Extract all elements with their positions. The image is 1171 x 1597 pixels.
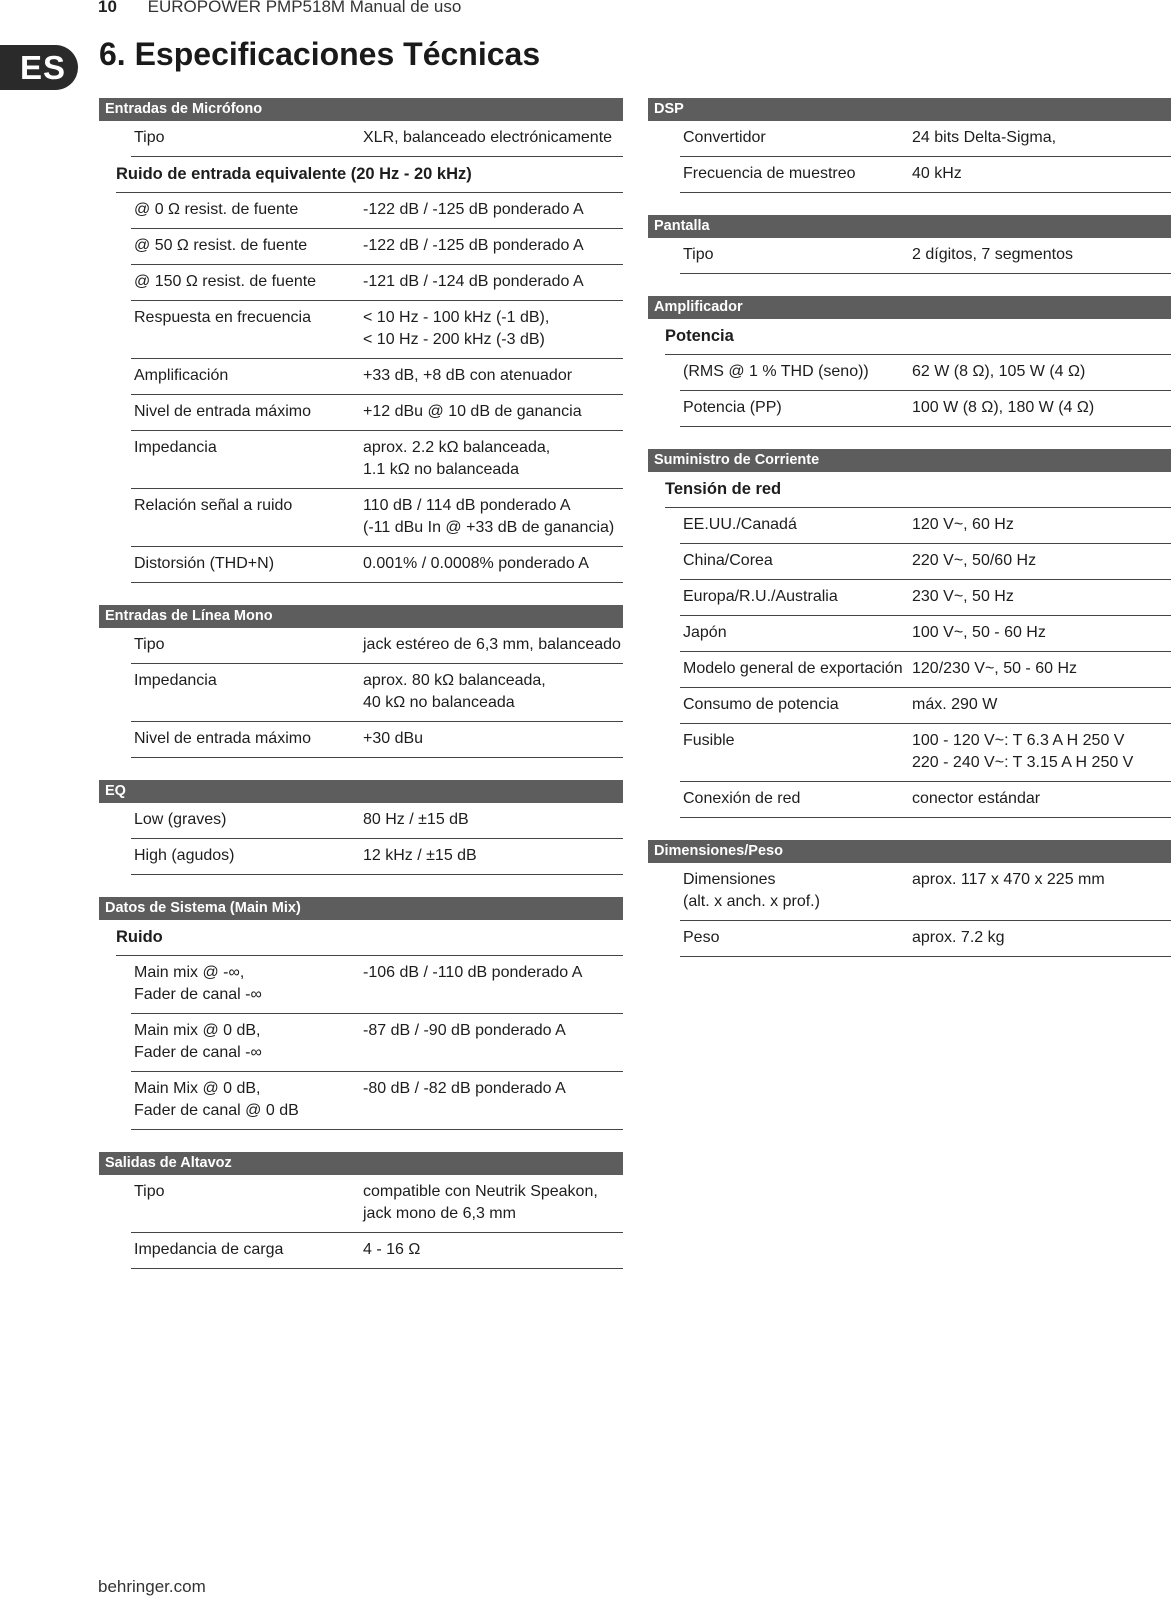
spec-label — [134, 845, 363, 867]
spec-label-line: Europa/R.U./Australia — [683, 588, 838, 605]
spec-value — [912, 550, 1171, 572]
spec-label-line: Dimensiones — [683, 871, 776, 888]
spec-label-line: (RMS @ 1 % THD (seno)) — [683, 363, 869, 380]
spec-value-line: -122 dB / -125 dB ponderado A — [363, 201, 584, 218]
spec-value-line: < 10 Hz - 200 kHz (-3 dB) — [363, 331, 545, 348]
spec-label-line: @ 50 Ω resist. de fuente — [134, 237, 308, 254]
spec-label-line: Fader de canal @ 0 dB — [134, 1102, 299, 1119]
spec-row — [680, 391, 1171, 427]
spec-label — [134, 728, 363, 750]
spec-label-line: @ 0 Ω resist. de fuente — [134, 201, 299, 218]
spec-row — [131, 431, 623, 489]
page-header — [98, 0, 461, 17]
spec-value-line: -87 dB / -90 dB ponderado A — [363, 1022, 566, 1039]
spec-label — [683, 244, 912, 266]
manual-title: EUROPOWER PMP518M Manual de uso — [147, 0, 462, 16]
spec-label-line: Potencia (PP) — [683, 399, 782, 416]
spec-label — [134, 1239, 363, 1261]
spec-label-line: Peso — [683, 929, 720, 946]
spec-value — [912, 730, 1171, 774]
spec-label-line: Tipo — [134, 1183, 165, 1200]
spec-value-line: 1.1 kΩ no balanceada — [363, 461, 520, 478]
section-heading: Pantalla — [648, 215, 1171, 238]
spec-value — [363, 962, 623, 1006]
section-heading: Entradas de Línea Mono — [99, 605, 623, 628]
spec-label-line: @ 150 Ω resist. de fuente — [134, 273, 317, 290]
spec-row — [680, 616, 1171, 652]
spec-label — [134, 634, 363, 656]
spec-row — [680, 580, 1171, 616]
spec-label — [134, 553, 363, 575]
spec-section-datos-de-sistema-main-mix — [99, 897, 623, 1130]
spec-label — [683, 586, 912, 608]
spec-value-line: aprox. 2.2 kΩ balanceada, — [363, 439, 551, 456]
spec-subheading: Potencia — [665, 319, 1171, 355]
spec-label-line: (alt. x anch. x prof.) — [683, 893, 820, 910]
spec-section-amplificador — [648, 296, 1171, 427]
spec-label — [134, 437, 363, 481]
spec-row — [131, 628, 623, 664]
spec-row — [131, 265, 623, 301]
spec-label — [134, 670, 363, 714]
section-heading: Suministro de Corriente — [648, 449, 1171, 472]
spec-value — [363, 728, 623, 750]
spec-value — [912, 514, 1171, 536]
spec-row — [131, 1072, 623, 1130]
spec-value-line: -80 dB / -82 dB ponderado A — [363, 1080, 566, 1097]
spec-section-entradas-de-microfono — [99, 98, 623, 583]
spec-value-line: jack estéreo de 6,3 mm, balanceado — [363, 636, 621, 653]
spec-value-line: 4 - 16 Ω — [363, 1241, 421, 1258]
spec-value-line: -106 dB / -110 dB ponderado A — [363, 964, 583, 981]
spec-value — [363, 235, 623, 257]
spec-row — [680, 238, 1171, 274]
spec-label — [134, 235, 363, 257]
spec-section-dimensiones-peso — [648, 840, 1171, 957]
spec-row — [680, 508, 1171, 544]
spec-label — [134, 495, 363, 539]
spec-value — [912, 694, 1171, 716]
spec-value-line: 24 bits Delta-Sigma, — [912, 129, 1057, 146]
page-title: 6. Especificaciones Técnicas — [99, 36, 541, 72]
spec-value-line: aprox. 7.2 kg — [912, 929, 1005, 946]
spec-label-line: Distorsión (THD+N) — [134, 555, 275, 572]
spec-label-line: Tipo — [683, 246, 714, 263]
spec-value — [363, 1239, 623, 1261]
spec-label-line: Japón — [683, 624, 727, 641]
spec-label-line: Main mix @ -∞, — [134, 964, 245, 981]
spec-row — [131, 301, 623, 359]
spec-value-line: 230 V~, 50 Hz — [912, 588, 1014, 605]
spec-value-line: 80 Hz / ±15 dB — [363, 811, 469, 828]
spec-value — [363, 401, 623, 423]
spec-label — [683, 730, 912, 774]
spec-value-line: conector estándar — [912, 790, 1041, 807]
section-heading: Amplificador — [648, 296, 1171, 319]
spec-label-line: Tipo — [134, 636, 165, 653]
spec-subheading: Ruido de entrada equivalente (20 Hz - 20 kHz) — [116, 157, 623, 193]
spec-label — [134, 809, 363, 831]
spec-value — [912, 622, 1171, 644]
section-heading: EQ — [99, 780, 623, 803]
spec-value — [363, 634, 623, 656]
spec-label-line: Nivel de entrada máximo — [134, 403, 311, 420]
spec-row — [680, 121, 1171, 157]
spec-row — [131, 193, 623, 229]
spec-label — [683, 550, 912, 572]
spec-value — [912, 361, 1171, 383]
spec-value — [912, 244, 1171, 266]
spec-label — [683, 514, 912, 536]
spec-row — [680, 782, 1171, 818]
spec-value — [363, 553, 623, 575]
spec-label — [134, 962, 363, 1006]
spec-value — [363, 199, 623, 221]
spec-label — [134, 199, 363, 221]
spec-row — [131, 547, 623, 583]
spec-label — [683, 622, 912, 644]
spec-label — [134, 365, 363, 387]
spec-value-line: 2 dígitos, 7 segmentos — [912, 246, 1073, 263]
spec-label-line: Tipo — [134, 129, 165, 146]
spec-label-line: Impedancia — [134, 672, 217, 689]
spec-section-salidas-de-altavoz — [99, 1152, 623, 1269]
spec-label-line: EE.UU./Canadá — [683, 516, 797, 533]
section-heading: Salidas de Altavoz — [99, 1152, 623, 1175]
spec-label-line: Conexión de red — [683, 790, 801, 807]
spec-value — [363, 127, 623, 149]
spec-label-line: Low (graves) — [134, 811, 227, 828]
spec-label — [134, 127, 363, 149]
spec-value-line: 100 - 120 V~: T 6.3 A H 250 V — [912, 732, 1125, 749]
spec-value — [363, 1181, 623, 1225]
spec-value — [363, 1078, 623, 1122]
spec-label-line: Fader de canal -∞ — [134, 986, 262, 1003]
spec-section-entradas-de-linea-mono — [99, 605, 623, 758]
spec-value-line: compatible con Neutrik Speakon, — [363, 1183, 598, 1200]
spec-row — [131, 839, 623, 875]
spec-label-line: Relación señal a ruido — [134, 497, 293, 514]
spec-value-line: +33 dB, +8 dB con atenuador — [363, 367, 573, 384]
spec-label — [683, 163, 912, 185]
spec-value — [363, 271, 623, 293]
spec-label — [134, 307, 363, 351]
spec-row — [131, 803, 623, 839]
spec-section-pantalla — [648, 215, 1171, 274]
spec-row — [131, 359, 623, 395]
spec-row — [131, 1014, 623, 1072]
spec-value-line: 62 W (8 Ω), 105 W (4 Ω) — [912, 363, 1086, 380]
spec-row — [680, 921, 1171, 957]
spec-value — [363, 1020, 623, 1064]
spec-label-line: Convertidor — [683, 129, 766, 146]
spec-value — [363, 495, 623, 539]
spec-value — [912, 658, 1171, 680]
spec-row — [131, 1233, 623, 1269]
spec-row — [680, 688, 1171, 724]
spec-section-suministro-de-corriente — [648, 449, 1171, 818]
spec-value-line: 100 V~, 50 - 60 Hz — [912, 624, 1046, 641]
spec-value — [363, 437, 623, 481]
spec-label-line: High (agudos) — [134, 847, 235, 864]
spec-value-line: jack mono de 6,3 mm — [363, 1205, 516, 1222]
spec-value-line: 120 V~, 60 Hz — [912, 516, 1014, 533]
spec-label-line: Main Mix @ 0 dB, — [134, 1080, 261, 1097]
spec-label — [683, 127, 912, 149]
right-column — [648, 98, 1171, 979]
spec-value-line: +12 dBu @ 10 dB de ganancia — [363, 403, 582, 420]
spec-section-eq — [99, 780, 623, 875]
spec-value — [912, 927, 1171, 949]
spec-label-line: Main mix @ 0 dB, — [134, 1022, 261, 1039]
spec-value-line: +30 dBu — [363, 730, 424, 747]
spec-value-line: 220 - 240 V~: T 3.15 A H 250 V — [912, 754, 1134, 771]
spec-value-line: aprox. 117 x 470 x 225 mm — [912, 871, 1105, 888]
spec-label — [683, 927, 912, 949]
spec-value — [363, 809, 623, 831]
section-heading: Dimensiones/Peso — [648, 840, 1171, 863]
spec-row — [131, 1175, 623, 1233]
spec-label — [683, 361, 912, 383]
spec-label-line: Frecuencia de muestreo — [683, 165, 856, 182]
spec-label — [134, 401, 363, 423]
spec-label-line: Fader de canal -∞ — [134, 1044, 262, 1061]
spec-value-line: < 10 Hz - 100 kHz (-1 dB), — [363, 309, 550, 326]
spec-value — [363, 365, 623, 387]
language-tab: ES — [0, 45, 78, 90]
spec-value-line: 40 kHz — [912, 165, 962, 182]
spec-label — [683, 869, 912, 913]
section-heading: Entradas de Micrófono — [99, 98, 623, 121]
spec-value-line: 120/230 V~, 50 - 60 Hz — [912, 660, 1077, 677]
spec-value-line: 12 kHz / ±15 dB — [363, 847, 477, 864]
spec-value-line: -122 dB / -125 dB ponderado A — [363, 237, 584, 254]
spec-label — [683, 397, 912, 419]
spec-label-line: Respuesta en frecuencia — [134, 309, 311, 326]
spec-value — [912, 586, 1171, 608]
spec-label — [683, 658, 912, 680]
section-heading: DSP — [648, 98, 1171, 121]
spec-value-line: 110 dB / 114 dB ponderado A — [363, 497, 571, 514]
spec-value — [912, 127, 1171, 149]
spec-row — [131, 956, 623, 1014]
spec-row — [131, 664, 623, 722]
spec-label — [683, 694, 912, 716]
spec-label-line: Impedancia de carga — [134, 1241, 284, 1258]
spec-row — [131, 395, 623, 431]
spec-subheading: Tensión de red — [665, 472, 1171, 508]
spec-value — [912, 397, 1171, 419]
section-heading: Datos de Sistema (Main Mix) — [99, 897, 623, 920]
spec-row — [680, 355, 1171, 391]
spec-row — [680, 157, 1171, 193]
spec-label — [134, 271, 363, 293]
spec-label — [134, 1181, 363, 1225]
spec-row — [680, 652, 1171, 688]
spec-row — [680, 544, 1171, 580]
spec-row — [131, 489, 623, 547]
spec-value — [363, 670, 623, 714]
spec-value — [912, 869, 1171, 913]
spec-value-line: 0.001% / 0.0008% ponderado A — [363, 555, 589, 572]
spec-value-line: -121 dB / -124 dB ponderado A — [363, 273, 584, 290]
spec-value-line: aprox. 80 kΩ balanceada, — [363, 672, 546, 689]
spec-section-dsp — [648, 98, 1171, 193]
left-column — [99, 98, 623, 1291]
spec-row — [680, 863, 1171, 921]
spec-label-line: Consumo de potencia — [683, 696, 839, 713]
spec-value — [912, 788, 1171, 810]
footer-website: behringer.com — [98, 1577, 206, 1596]
spec-value-line: máx. 290 W — [912, 696, 998, 713]
spec-row — [131, 722, 623, 758]
spec-label-line: Fusible — [683, 732, 735, 749]
spec-label — [134, 1020, 363, 1064]
spec-value — [363, 845, 623, 867]
spec-subheading: Ruido — [116, 920, 623, 956]
page-number: 10 — [98, 0, 117, 16]
spec-value-line: XLR, balanceado electrónicamente — [363, 129, 613, 146]
spec-label-line: Impedancia — [134, 439, 217, 456]
spec-row — [131, 229, 623, 265]
spec-value-line: (-11 dBu In @ +33 dB de ganancia) — [363, 519, 615, 536]
spec-value — [363, 307, 623, 351]
spec-label-line: Nivel de entrada máximo — [134, 730, 311, 747]
spec-label — [134, 1078, 363, 1122]
spec-value-line: 40 kΩ no balanceada — [363, 694, 515, 711]
spec-label-line: Amplificación — [134, 367, 229, 384]
spec-value-line: 220 V~, 50/60 Hz — [912, 552, 1037, 569]
spec-label-line: Modelo general de exportación — [683, 660, 903, 677]
spec-value-line: 100 W (8 Ω), 180 W (4 Ω) — [912, 399, 1095, 416]
spec-value — [912, 163, 1171, 185]
spec-label-line: China/Corea — [683, 552, 773, 569]
spec-label — [683, 788, 912, 810]
spec-row — [131, 121, 623, 157]
spec-row — [680, 724, 1171, 782]
